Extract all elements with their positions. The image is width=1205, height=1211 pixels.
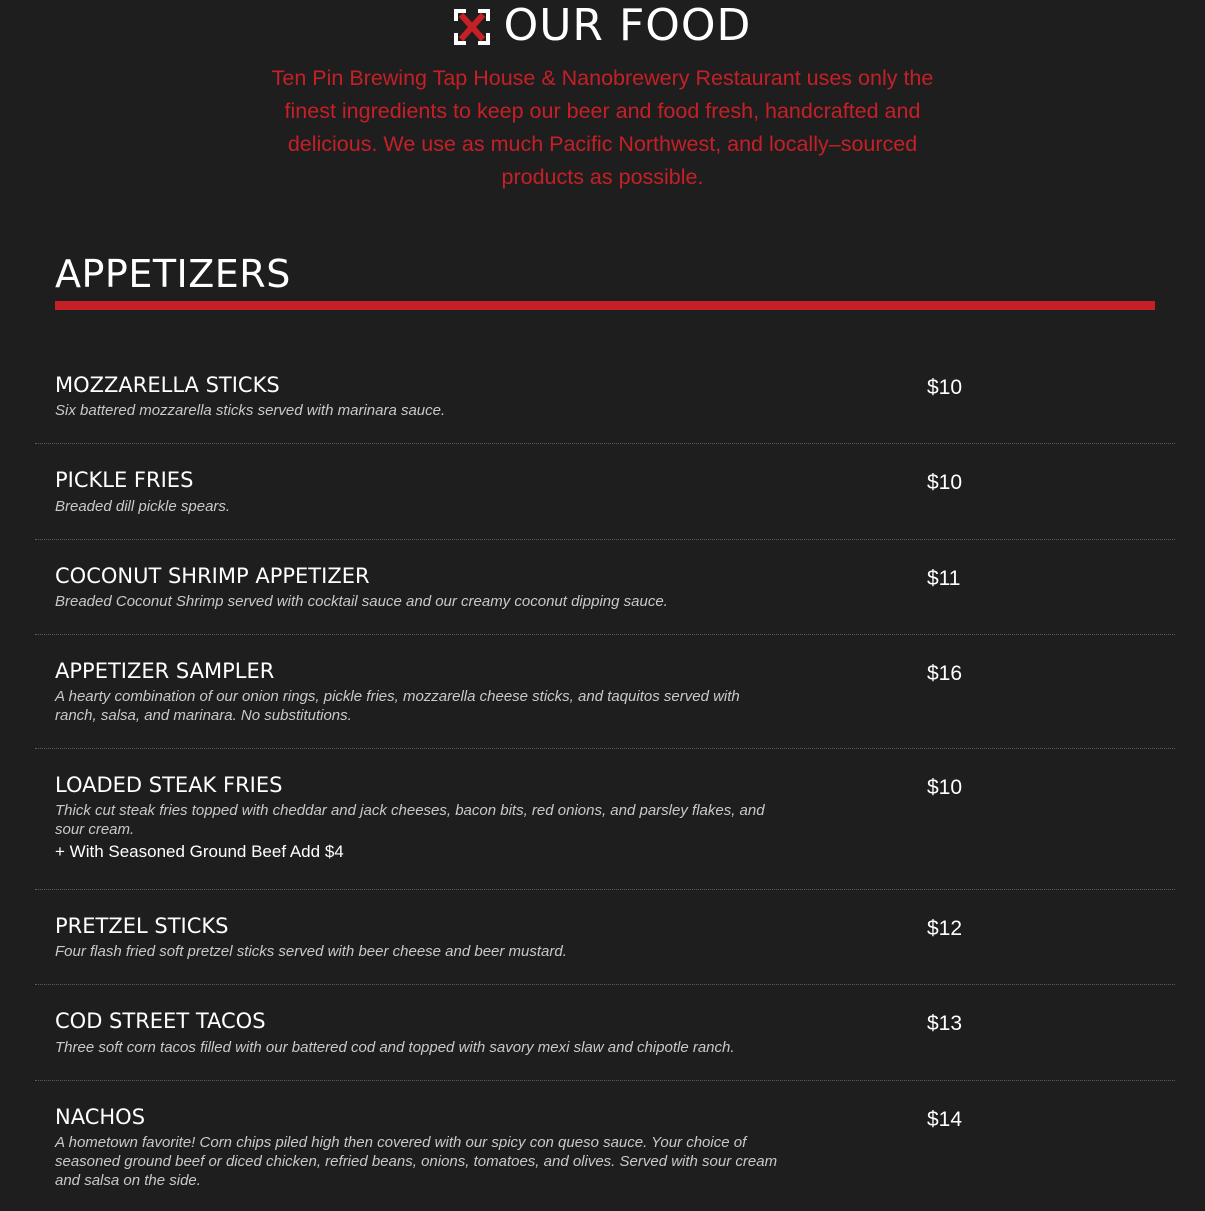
menu-item-name: PICKLE FRIES xyxy=(55,468,194,492)
menu-item-addon: + With Seasoned Ground Beef Add $4 xyxy=(55,842,344,861)
menu-item-name: COCONUT SHRIMP APPETIZER xyxy=(55,564,370,588)
menu-item-name: LOADED STEAK FRIES xyxy=(55,773,283,797)
menu-item-price: $13 xyxy=(927,1012,963,1035)
menu-item-name: COD STREET TACOS xyxy=(55,1009,266,1033)
menu-item xyxy=(35,985,1175,1081)
ten-pin-x-logo-icon xyxy=(454,9,490,45)
menu-list xyxy=(35,348,1175,1211)
menu-item-description: Breaded Coconut Shrimp served with cocktail sauce and our creamy coconut dipping sauce. xyxy=(55,593,668,610)
menu-item-name: NACHOS xyxy=(55,1105,146,1129)
menu-item xyxy=(35,444,1175,540)
page-title: OUR FOOD xyxy=(503,0,752,51)
page-header xyxy=(0,0,1205,194)
menu-item-description: Breaded dill pickle spears. xyxy=(55,498,231,515)
menu-item-price: $16 xyxy=(927,662,963,685)
menu-item-price: $10 xyxy=(927,471,963,494)
menu-item-description: Thick cut steak fries topped with cheddar and jack cheeses, bacon bits, red onions, and parsley flakes, and sour cream. xyxy=(55,802,765,838)
menu-item-description: Four flash fried soft pretzel sticks served with beer cheese and beer mustard. xyxy=(55,943,567,960)
menu-item xyxy=(35,540,1175,635)
menu-item-price: $14 xyxy=(927,1108,963,1131)
menu-item xyxy=(35,749,1175,890)
menu-item-name: APPETIZER SAMPLER xyxy=(55,659,275,683)
intro-text: Ten Pin Brewing Tap House & Nanobrewery Restaurant uses only the finest ingredients to keep our beer and food fresh, handcrafted and delicious. We use as much Pacific Northwest, and locally–sourced products as possible. xyxy=(271,66,934,189)
menu-item xyxy=(35,348,1175,444)
menu-item xyxy=(35,635,1175,749)
menu-item-description: A hometown favorite! Corn chips piled high then covered with our spicy con queso sauce. Your choice of seasoned ground beef or diced chicken, refried beans, onions, tomatoes, and olives. Served with sour cream and salsa on the side. xyxy=(55,1134,778,1189)
menu-item-name: MOZZARELLA STICKS xyxy=(55,373,280,397)
section-heading-appetizers: APPETIZERS xyxy=(55,252,291,296)
menu-item-description: Six battered mozzarella sticks served with marinara sauce. xyxy=(55,402,446,419)
menu-item-price: $11 xyxy=(927,567,961,590)
menu-item-description: A hearty combination of our onion rings, pickle fries, mozzarella cheese sticks, and taquitos served with ranch, salsa, and marinara. No substitutions. xyxy=(55,688,740,724)
menu-item-price: $10 xyxy=(927,376,963,399)
menu-item-price: $12 xyxy=(927,917,963,940)
section-divider xyxy=(55,301,1155,310)
menu-item xyxy=(35,1081,1175,1211)
menu-item-price: $10 xyxy=(927,776,963,799)
menu-item-description: Three soft corn tacos filled with our battered cod and topped with savory mexi slaw and chipotle ranch. xyxy=(55,1039,735,1056)
menu-item xyxy=(35,890,1175,985)
title-row xyxy=(0,0,1205,52)
menu-item-name: PRETZEL STICKS xyxy=(55,914,229,938)
